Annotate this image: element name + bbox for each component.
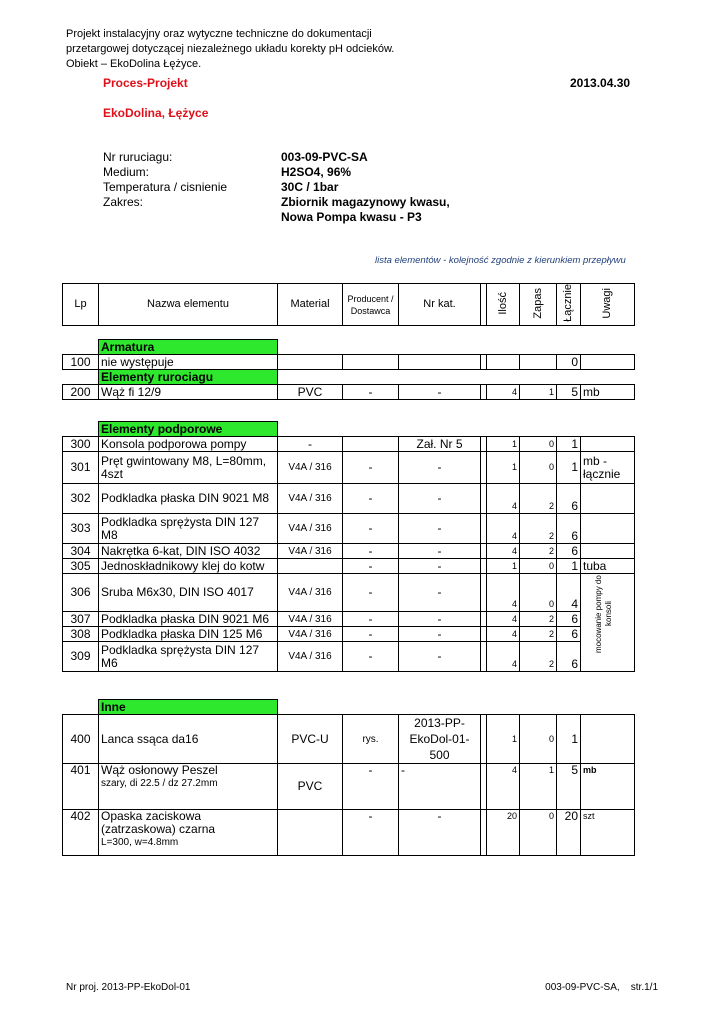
row-name: Pręt gwintowany M8, L=80mm, 4szt <box>99 452 278 484</box>
row-remarks <box>581 484 635 514</box>
table-row <box>63 612 635 627</box>
row-total: 6 <box>557 544 581 559</box>
row-lp: 307 <box>63 612 99 627</box>
row-material: V4A / 316 <box>278 452 343 484</box>
row-reserve: 0 <box>520 452 557 484</box>
row-quantity: 4 <box>487 627 520 642</box>
row-name: Podkladka sprężysta DIN 127 M8 <box>99 514 278 544</box>
row-name: Podkladka płaska DIN 9021 M6 <box>99 612 278 627</box>
row-catalog: - <box>399 452 481 484</box>
row-reserve: 2 <box>520 642 557 672</box>
footer-project-number: Nr proj. 2013-PP-EkoDol-01 <box>66 982 191 993</box>
row-name: Wąż fi 12/9 <box>99 385 278 400</box>
row-total: 0 <box>557 355 581 370</box>
label-range: Zakres: <box>103 195 144 209</box>
table-row <box>63 559 635 574</box>
row-lp: 303 <box>63 514 99 544</box>
row-producer: - <box>343 574 399 612</box>
table-row <box>63 715 635 764</box>
pipe-info-labels <box>103 150 227 210</box>
value-temperature: 30C / 1bar <box>281 180 339 194</box>
row-lp: 401 <box>63 764 99 810</box>
table-row <box>63 764 635 810</box>
row-remarks: mb <box>581 385 635 400</box>
row-total: 1 <box>557 715 581 764</box>
document-header <box>66 27 394 72</box>
mount-note <box>594 568 624 660</box>
row-catalog: - <box>399 574 481 612</box>
value-medium: H2SO4, 96% <box>281 165 352 179</box>
row-catalog: - <box>399 642 481 672</box>
elements-table <box>62 339 635 856</box>
row-lp: 402 <box>63 810 99 856</box>
row-lp: 300 <box>63 437 99 452</box>
row-quantity: 20 <box>487 810 520 856</box>
row-name: Jednoskładnikowy klej do kotw <box>99 559 278 574</box>
page-title: Proces-Projekt <box>103 76 188 90</box>
table-row <box>63 385 635 400</box>
row-producer: - <box>343 642 399 672</box>
row-producer: - <box>343 514 399 544</box>
row-remarks <box>581 437 635 452</box>
row-catalog: - <box>399 514 481 544</box>
row-name-multi <box>99 810 278 856</box>
row-quantity: 4 <box>487 544 520 559</box>
row-quantity: 4 <box>487 764 520 810</box>
footer-page-info: 003-09-PVC-SA, str.1/1 <box>545 982 658 993</box>
row-material: V4A / 316 <box>278 484 343 514</box>
row-remarks: mb <box>581 764 635 810</box>
page-subtitle: EkoDolina, Łężyce <box>103 106 209 120</box>
row-producer: - <box>343 452 399 484</box>
label-medium: Medium: <box>103 165 150 179</box>
row-remarks: tuba <box>581 559 635 574</box>
row-total: 4 <box>557 574 581 612</box>
section-podporowe: Elementy podporowe <box>99 422 278 437</box>
row-lp: 309 <box>63 642 99 672</box>
row-reserve: 0 <box>520 437 557 452</box>
row-total: 1 <box>557 559 581 574</box>
row-producer: - <box>343 484 399 514</box>
row-reserve: 0 <box>520 810 557 856</box>
header-line-3: Obiekt – EkoDolina Łężyce. <box>66 58 202 70</box>
row-remarks: mb - łącznie <box>581 452 635 484</box>
row-total: 6 <box>557 627 581 642</box>
row-catalog: - <box>399 559 481 574</box>
row-remarks <box>581 514 635 544</box>
row-material: V4A / 316 <box>278 627 343 642</box>
row-reserve: 0 <box>520 715 557 764</box>
row-total: 20 <box>557 810 581 856</box>
header-producer: Producent / Dostawca <box>343 284 399 326</box>
row-catalog: - <box>399 810 481 856</box>
row-name-detail-2: L=300, w=4.8mm <box>101 837 179 848</box>
row-quantity: 4 <box>487 574 520 612</box>
row-reserve: 1 <box>520 764 557 810</box>
row-material: PVC-U <box>278 715 343 764</box>
row-reserve: 1 <box>520 385 557 400</box>
table-row <box>63 484 635 514</box>
row-name: Lanca ssąca da16 <box>99 715 278 764</box>
row-remarks <box>581 544 635 559</box>
row-lp: 308 <box>63 627 99 642</box>
row-name-detail: szary, di 22.5 / dz 27.2mm <box>101 778 218 789</box>
row-remarks <box>581 715 635 764</box>
row-catalog: Zał. Nr 5 <box>399 437 481 452</box>
value-range-extra: Nowa Pompa kwasu - P3 <box>281 210 422 224</box>
row-producer <box>343 437 399 452</box>
row-remarks: szt <box>581 810 635 856</box>
row-material <box>278 559 343 574</box>
row-lp: 302 <box>63 484 99 514</box>
row-total: 1 <box>557 437 581 452</box>
section-inne: Inne <box>99 700 278 715</box>
row-total: 5 <box>557 385 581 400</box>
row-producer: rys. <box>343 715 399 764</box>
row-name: Podkladka sprężysta DIN 127 M6 <box>99 642 278 672</box>
value-range: Zbiornik magazynowy kwasu, <box>281 195 450 209</box>
row-total: 1 <box>557 452 581 484</box>
row-lp: 200 <box>63 385 99 400</box>
header-reserve: Zapas <box>531 287 544 319</box>
label-pipe-number: Nr ruruciagu: <box>103 150 173 164</box>
flow-note: lista elementów - kolejność zgodnie z kierunkiem przepływu <box>375 255 626 266</box>
row-reserve: 2 <box>520 484 557 514</box>
row-quantity: 1 <box>487 559 520 574</box>
row-name: Wąż osłonowy Peszel <box>101 763 218 777</box>
value-pipe-number: 003-09-PVC-SA <box>281 150 368 164</box>
table-row <box>63 810 635 856</box>
row-material: V4A / 316 <box>278 612 343 627</box>
row-lp: 100 <box>63 355 99 370</box>
row-total: 6 <box>557 514 581 544</box>
table-row <box>63 355 635 370</box>
row-quantity: 1 <box>487 437 520 452</box>
row-material: PVC <box>278 764 343 810</box>
row-quantity: 4 <box>487 385 520 400</box>
row-material: V4A / 316 <box>278 544 343 559</box>
row-catalog: 2013-PP-EkoDol-01-500 <box>399 715 481 764</box>
row-name: Podkladka płaska DIN 125 M6 <box>99 627 278 642</box>
table-row <box>63 437 635 452</box>
header-catalog-number: Nr kat. <box>399 284 481 326</box>
row-name: Konsola podporowa pompy <box>99 437 278 452</box>
row-quantity: 4 <box>487 642 520 672</box>
header-line-2: przetargowej dotyczącej niezależnego układu korekty pH odcieków. <box>66 43 395 55</box>
row-catalog: - <box>399 544 481 559</box>
header-lp: Lp <box>63 284 99 326</box>
row-material: - <box>278 437 343 452</box>
document-date: 2013.04.30 <box>570 76 631 90</box>
row-total: 5 <box>557 764 581 810</box>
table-row <box>63 514 635 544</box>
table-row <box>63 642 635 672</box>
row-reserve: 2 <box>520 544 557 559</box>
pipe-info-values <box>281 150 450 225</box>
row-reserve: 2 <box>520 514 557 544</box>
row-lp: 400 <box>63 715 99 764</box>
label-temperature: Temperatura / cisnienie <box>103 180 228 194</box>
mount-note-text: mocowanie pompy do konsoli <box>594 575 613 653</box>
row-reserve: 0 <box>520 559 557 574</box>
row-reserve: 0 <box>520 574 557 612</box>
header-remarks: Uwagi <box>601 287 613 319</box>
row-name: Sruba M6x30, DIN ISO 4017 <box>99 574 278 612</box>
row-total: 6 <box>557 642 581 672</box>
row-quantity: 4 <box>487 484 520 514</box>
row-catalog: - <box>399 484 481 514</box>
row-material: V4A / 316 <box>278 514 343 544</box>
row-name: Nakrętka 6-kat, DIN ISO 4032 <box>99 544 278 559</box>
row-reserve: 2 <box>520 627 557 642</box>
table-row <box>63 627 635 642</box>
row-material: V4A / 316 <box>278 574 343 612</box>
header-material: Material <box>278 284 343 326</box>
row-lp: 305 <box>63 559 99 574</box>
row-producer: - <box>343 612 399 627</box>
row-producer: - <box>343 385 399 400</box>
row-total: 6 <box>557 484 581 514</box>
row-producer: - <box>343 627 399 642</box>
header-total: Łącznie <box>562 284 574 322</box>
row-name: Podkladka płaska DIN 9021 M8 <box>99 484 278 514</box>
row-lp: 304 <box>63 544 99 559</box>
row-name: nie występuje <box>99 355 278 370</box>
row-name: Opaska zaciskowa <box>101 809 202 823</box>
row-quantity: 1 <box>487 715 520 764</box>
table-row <box>63 452 635 484</box>
row-catalog: - <box>399 612 481 627</box>
row-quantity: 4 <box>487 612 520 627</box>
section-rurociagu: Elementy rurociagu <box>99 370 278 385</box>
row-lp: 301 <box>63 452 99 484</box>
row-name-detail: (zatrzaskowa) czarna <box>101 822 216 836</box>
row-catalog: - <box>399 385 481 400</box>
row-catalog: - <box>399 764 481 810</box>
table-row <box>63 574 635 612</box>
row-producer: - <box>343 559 399 574</box>
row-producer: - <box>343 810 399 856</box>
row-material: V4A / 316 <box>278 642 343 672</box>
row-catalog: - <box>399 627 481 642</box>
row-producer: - <box>343 764 399 810</box>
row-quantity: 4 <box>487 514 520 544</box>
row-reserve: 2 <box>520 612 557 627</box>
row-total: 6 <box>557 612 581 627</box>
section-armatura: Armatura <box>99 340 278 355</box>
table-row <box>63 544 635 559</box>
row-producer: - <box>343 544 399 559</box>
header-line-1: Projekt instalacyjny oraz wytyczne techniczne do dokumentacji <box>66 28 372 40</box>
row-quantity: 1 <box>487 452 520 484</box>
header-quantity: Ilość <box>496 291 509 315</box>
row-lp: 306 <box>63 574 99 612</box>
header-name: Nazwa elementu <box>99 284 278 326</box>
table-header <box>62 283 635 326</box>
row-material: PVC <box>278 385 343 400</box>
row-name-multi <box>99 764 278 810</box>
